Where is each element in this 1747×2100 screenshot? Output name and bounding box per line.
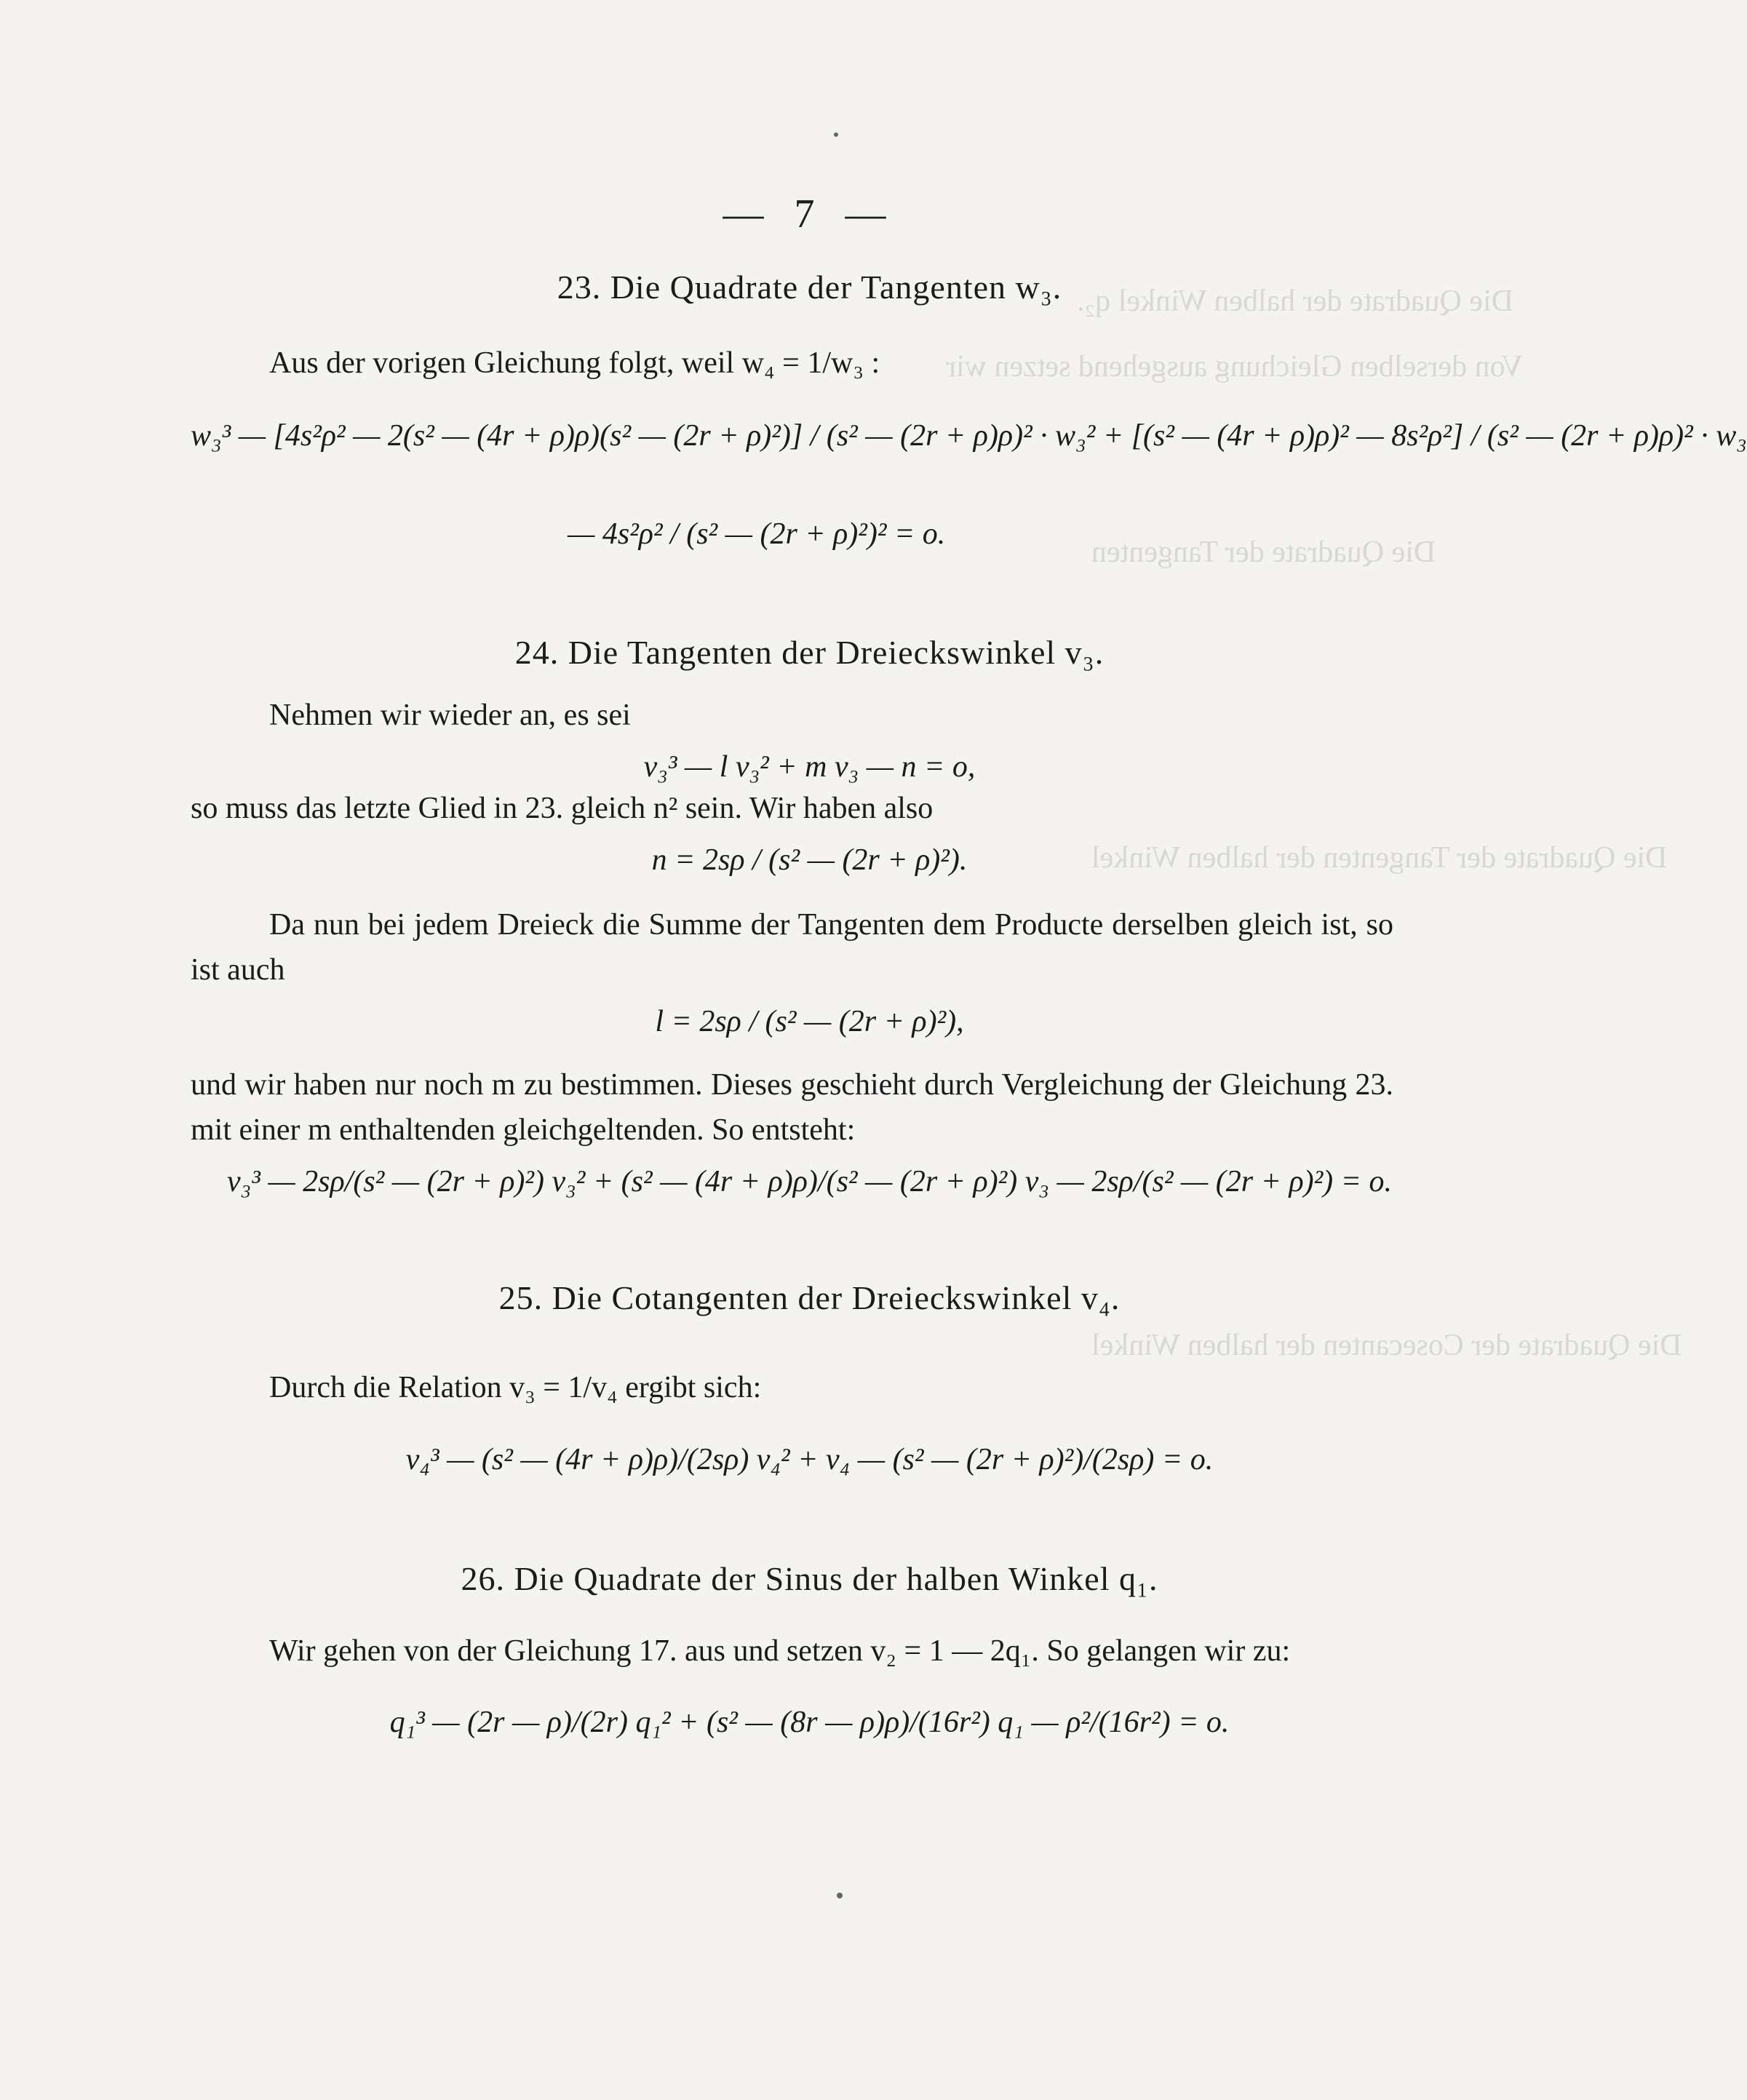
bleed-through-text: Die Quadrate der halben Winkel q₂. xyxy=(1077,285,1513,318)
equation: — 4s²ρ² / (s² — (2r + ρ)²)² = o. xyxy=(568,517,946,551)
section-heading: 26. Die Quadrate der Sinus der halben Winkel q₁. xyxy=(461,1560,1158,1597)
equation: v₃³ — l v₃² + m v₃ — n = o, xyxy=(643,750,976,784)
equation: q₁³ — (2r — ρ)/(2r) q₁² + (s² — (8r — ρ)ρ)/(16r²) q₁ — ρ²/(16r²) = o. xyxy=(389,1706,1230,1739)
bleed-through-text: Die Quadrate der Tangenten xyxy=(1091,536,1436,569)
equation: v₄³ — (s² — (4r + ρ)ρ)/(2sρ) v₄² + v₄ — (s² — (2r + ρ)²)/(2sρ) = o. xyxy=(405,1443,1214,1476)
paragraph: so muss das letzte Glied in 23. gleich n² sein. Wir haben also xyxy=(191,792,934,825)
paragraph: Da nun bei jedem Dreieck die Summe der Tangenten dem Producte derselben gleich ist, so ist auch xyxy=(191,908,1393,987)
equation: n = 2sρ / (s² — (2r + ρ)²). xyxy=(651,843,968,877)
bleed-through-text: Von derselben Gleichung ausgehend setzen wir xyxy=(946,350,1524,383)
bleed-through-text: Die Quadrate der Cosecanten der halben Winkel xyxy=(1091,1329,1682,1362)
bleed-through-text: Die Quadrate der Tangenten der halben Winkel xyxy=(1091,841,1668,875)
equation: v₃³ — 2sρ/(s² — (2r + ρ)²) v₃² + (s² — (4r + ρ)ρ)/(s² — (2r + ρ)²) v₃ — 2sρ/(s² — (2r + ρ)²) = o. xyxy=(226,1165,1393,1198)
paragraph: Nehmen wir wieder an, es sei xyxy=(269,699,631,732)
paragraph: Wir gehen von der Gleichung 17. aus und setzen v₂ = 1 — 2q₁. So gelangen wir zu: xyxy=(269,1634,1291,1668)
equation: w₃³ — [4s²ρ² — 2(s² — (4r + ρ)ρ)(s² — (2r + ρ)²)] / (s² — (2r + ρ)ρ)² · w₃² + [(s² — (4r + ρ)ρ)² — 8s²ρ²] / (s² — (2r + ρ)ρ)² · w₃ xyxy=(191,419,1747,453)
paragraph: Aus der vorigen Gleichung folgt, weil w₄ = 1/w₃ : xyxy=(269,346,880,380)
paragraph: Durch die Relation v₃ = 1/v₄ ergibt sich: xyxy=(269,1371,762,1404)
ink-speck xyxy=(834,132,838,137)
paragraph: und wir haben nur noch m zu bestimmen. Dieses geschieht durch Vergleichung der Gleichung 23. mit einer m enthaltenden gleichgeltenden. So entsteht: xyxy=(191,1068,1393,1147)
page-number: — 7 — xyxy=(723,191,896,236)
section-heading: 24. Die Tangenten der Dreieckswinkel v₃. xyxy=(514,634,1105,671)
equation: l = 2sρ / (s² — (2r + ρ)²), xyxy=(655,1005,964,1038)
section-heading: 23. Die Quadrate der Tangenten w₃. xyxy=(557,269,1062,306)
ink-speck xyxy=(837,1893,843,1898)
section-heading: 25. Die Cotangenten der Dreieckswinkel v₄. xyxy=(498,1279,1121,1316)
